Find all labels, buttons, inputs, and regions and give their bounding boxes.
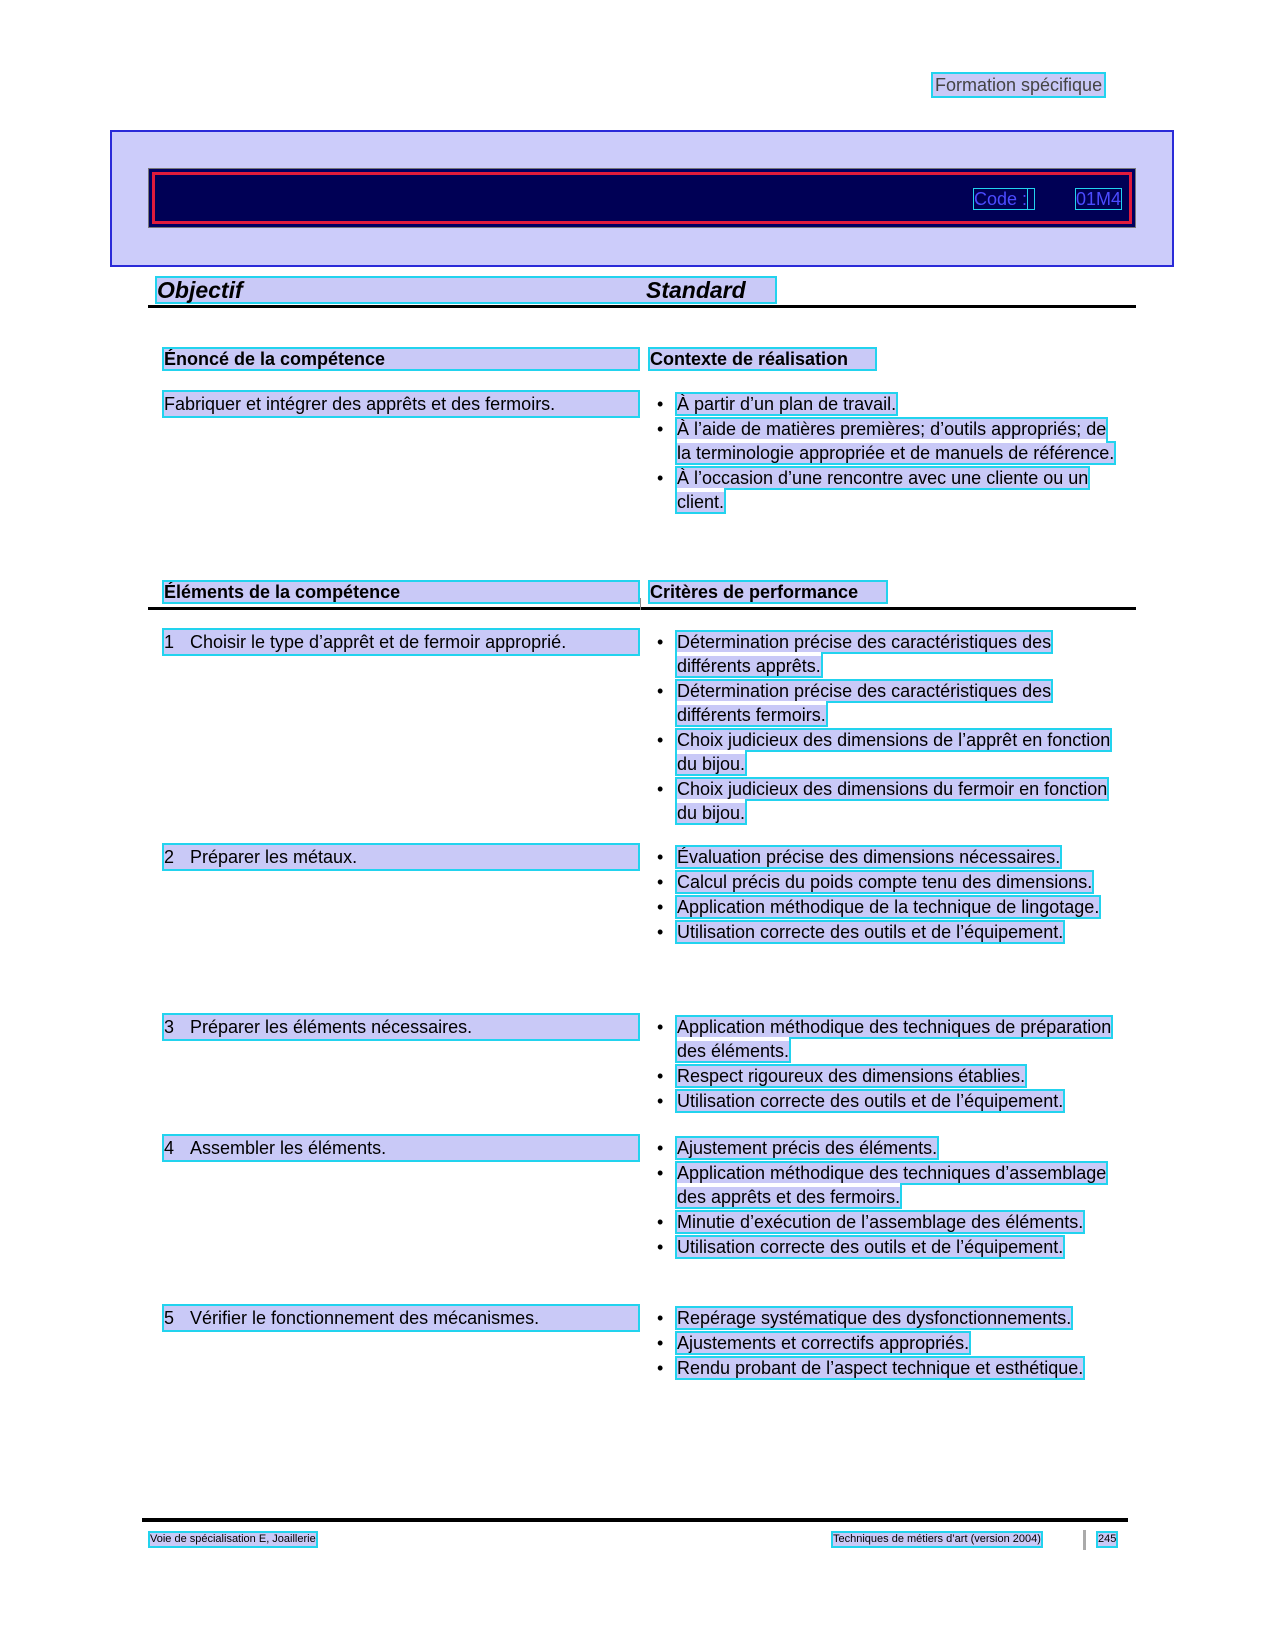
context-text: À partir d’un plan de travail. xyxy=(677,394,897,414)
criterion-item xyxy=(657,1235,1123,1259)
footer-specialization: Voie de spécialisation E, Joaillerie xyxy=(150,1533,316,1545)
bullet-icon: • xyxy=(657,1308,664,1328)
footer-separator xyxy=(1083,1530,1086,1550)
element-number: 3 xyxy=(164,1017,175,1037)
bullet-icon: • xyxy=(657,1358,664,1378)
page-number: 245 xyxy=(1098,1533,1117,1545)
criterion-text: Minutie d’exécution de l’assemblage des éléments. xyxy=(677,1212,1084,1232)
criterion-text: Rendu probant de l’aspect technique et esthétique. xyxy=(677,1358,1084,1378)
column-headings xyxy=(157,278,775,302)
criterion-item xyxy=(657,1064,1123,1088)
competence-element xyxy=(164,1136,638,1160)
bullet-icon: • xyxy=(657,394,664,414)
context-item xyxy=(657,466,1123,514)
criteria-list xyxy=(657,1136,1123,1260)
criterion-text: Choix judicieux des dimensions du fermoir en fonction du bijou. xyxy=(677,779,1108,823)
element-text: Assembler les éléments. xyxy=(190,1138,387,1158)
competence-element xyxy=(164,1306,638,1330)
criteria-list xyxy=(657,630,1123,826)
bullet-icon: • xyxy=(657,779,664,799)
footer-rule xyxy=(142,1518,1128,1522)
criterion-item xyxy=(657,1161,1123,1209)
criterion-text: Repérage systématique des dysfonctionnements. xyxy=(677,1308,1072,1328)
criterion-text: Détermination précise des caractéristiques des différents fermoirs. xyxy=(677,681,1052,725)
document-section-label: Formation spécifique xyxy=(935,75,1103,95)
criterion-text: Utilisation correcte des outils et de l’équipement. xyxy=(677,922,1064,942)
bullet-icon: • xyxy=(657,1212,664,1232)
footer-program: Techniques de métiers d’art (version 2004) xyxy=(833,1533,1041,1545)
bullet-icon: • xyxy=(657,872,664,892)
criteria-list xyxy=(657,1015,1123,1114)
criterion-item xyxy=(657,845,1123,869)
competence-element xyxy=(164,845,638,869)
competence-element xyxy=(164,1015,638,1039)
criterion-item xyxy=(657,870,1123,894)
criterion-text: Ajustements et correctifs appropriés. xyxy=(677,1333,970,1353)
code-value: 01M4 xyxy=(1076,189,1122,209)
bullet-icon: • xyxy=(657,1017,664,1037)
criterion-text: Application méthodique des techniques d’assemblage des apprêts et des fermoirs. xyxy=(677,1163,1107,1207)
bullet-icon: • xyxy=(657,632,664,652)
criterion-text: Évaluation précise des dimensions nécessaires. xyxy=(677,847,1061,867)
bullet-icon: • xyxy=(657,730,664,750)
element-number: 4 xyxy=(164,1138,175,1158)
criterion-text: Utilisation correcte des outils et de l’équipement. xyxy=(677,1237,1064,1257)
context-list xyxy=(657,392,1123,515)
criterion-item xyxy=(657,679,1123,727)
element-text: Préparer les métaux. xyxy=(190,847,358,867)
competence-statement: Fabriquer et intégrer des apprêts et des fermoirs. xyxy=(164,392,638,416)
competence-element xyxy=(164,630,638,654)
code-label: Code : xyxy=(974,189,1028,209)
criterion-item xyxy=(657,1136,1123,1160)
criteria-title: Critères de performance xyxy=(650,582,886,602)
criteria-list xyxy=(657,1306,1123,1381)
criterion-item xyxy=(657,728,1123,776)
criterion-text: Application méthodique des techniques de préparation des éléments. xyxy=(677,1017,1112,1061)
bullet-icon: • xyxy=(657,468,664,488)
bullet-icon: • xyxy=(657,922,664,942)
element-number: 1 xyxy=(164,632,175,652)
section-rule xyxy=(148,607,1136,610)
heading-rule xyxy=(148,305,1136,308)
bullet-icon: • xyxy=(657,1333,664,1353)
bullet-icon: • xyxy=(657,847,664,867)
bullet-icon: • xyxy=(657,1091,664,1111)
element-number: 5 xyxy=(164,1308,175,1328)
criteria-list xyxy=(657,845,1123,945)
bullet-icon: • xyxy=(657,1066,664,1086)
criterion-text: Respect rigoureux des dimensions établies. xyxy=(677,1066,1026,1086)
criterion-item xyxy=(657,1306,1123,1330)
bullet-icon: • xyxy=(657,1237,664,1257)
context-text: À l’aide de matières premières; d’outils appropriés; de la terminologie appropriée et de manuels de référence. xyxy=(677,419,1115,463)
bullet-icon: • xyxy=(657,897,664,917)
elements-title: Éléments de la compétence xyxy=(164,582,638,602)
criterion-text: Calcul précis du poids compte tenu des dimensions. xyxy=(677,872,1093,892)
criterion-text: Utilisation correcte des outils et de l’équipement. xyxy=(677,1091,1064,1111)
context-text: À l’occasion d’une rencontre avec une cliente ou un client. xyxy=(677,468,1089,512)
bullet-icon: • xyxy=(657,1163,664,1183)
criterion-item xyxy=(657,1089,1123,1113)
criterion-item xyxy=(657,1210,1123,1234)
competence-statement-title: Énoncé de la compétence xyxy=(164,349,638,369)
criterion-text: Détermination précise des caractéristiques des différents apprêts. xyxy=(677,632,1052,676)
criterion-item xyxy=(657,1356,1123,1380)
element-text: Choisir le type d’apprêt et de fermoir approprié. xyxy=(190,632,567,652)
bullet-icon: • xyxy=(657,681,664,701)
element-text: Vérifier le fonctionnement des mécanismes. xyxy=(190,1308,540,1328)
context-item xyxy=(657,392,1123,416)
standard-heading: Standard xyxy=(646,277,746,303)
criterion-text: Choix judicieux des dimensions de l’apprêt en fonction du bijou. xyxy=(677,730,1111,774)
criterion-item xyxy=(657,1331,1123,1355)
criterion-text: Application méthodique de la technique de lingotage. xyxy=(677,897,1100,917)
context-title: Contexte de réalisation xyxy=(650,349,875,369)
context-item xyxy=(657,417,1123,465)
objective-heading: Objectif xyxy=(157,277,243,303)
criterion-item xyxy=(657,1015,1123,1063)
criterion-item xyxy=(657,895,1123,919)
column-divider xyxy=(640,598,641,610)
bullet-icon: • xyxy=(657,1138,664,1158)
criterion-item xyxy=(657,777,1123,825)
criterion-text: Ajustement précis des éléments. xyxy=(677,1138,938,1158)
element-text: Préparer les éléments nécessaires. xyxy=(190,1017,473,1037)
bullet-icon: • xyxy=(657,419,664,439)
code-separator xyxy=(1028,189,1034,209)
criterion-item xyxy=(657,920,1123,944)
element-number: 2 xyxy=(164,847,175,867)
criterion-item xyxy=(657,630,1123,678)
